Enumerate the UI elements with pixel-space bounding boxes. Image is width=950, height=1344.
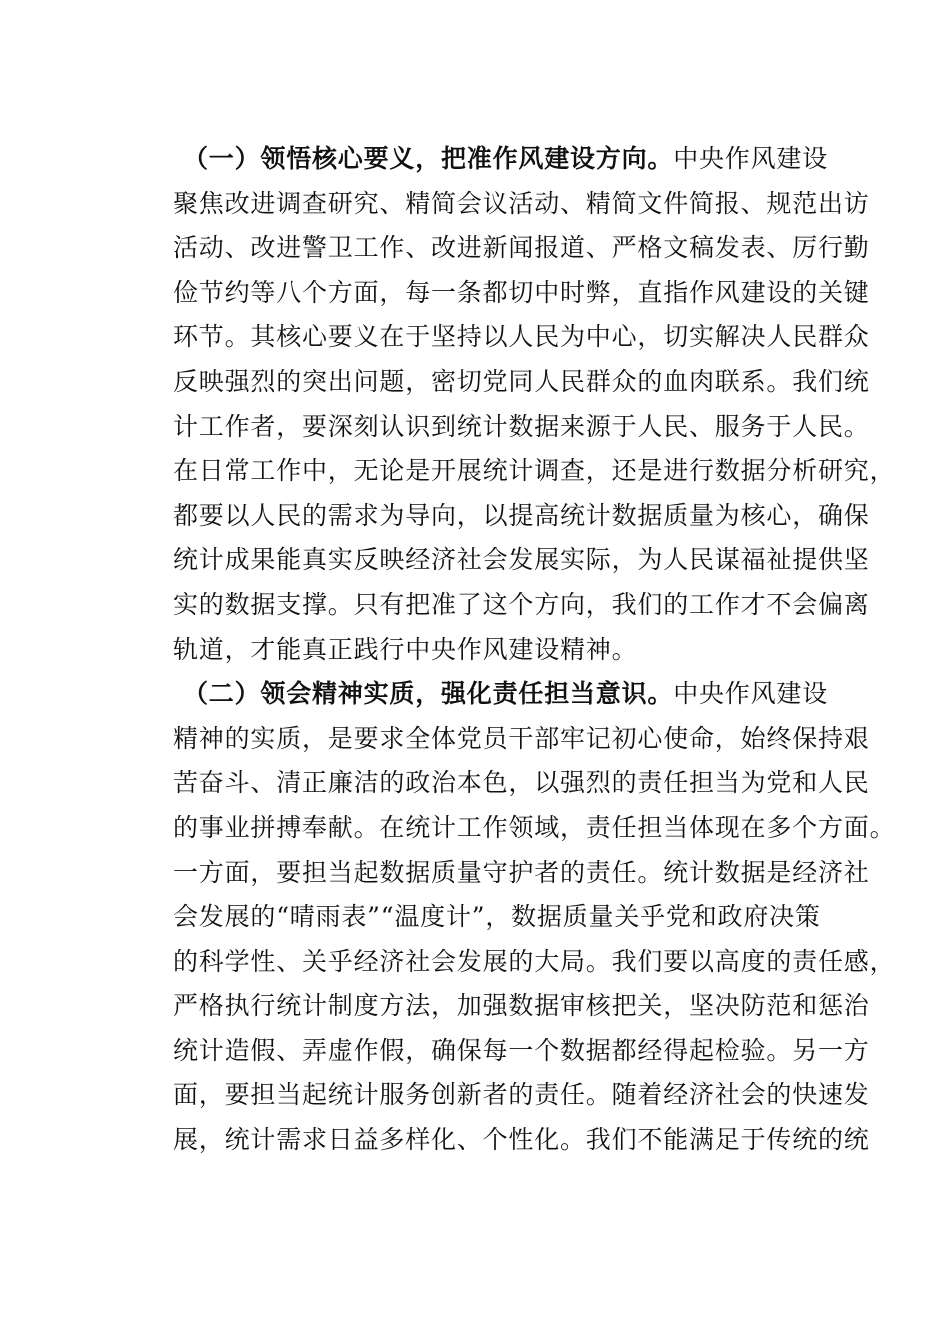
- section2-line: 精神的实质，是要求全体党员干部牢记初心使命，始终保持艰: [173, 723, 870, 753]
- section1-line: 中央作风建设: [673, 144, 829, 173]
- section1-line: 反映强烈的突出问题，密切党同人民群众的血肉联系。我们统: [173, 366, 870, 396]
- section1-line: 活动、改进警卫工作、改进新闻报道、严格文稿发表、厉行勤: [173, 233, 870, 263]
- section2-first-line: [173, 672, 838, 717]
- section2-line: 一方面，要担当起数据质量守护者的责任。统计数据是经济社: [173, 857, 870, 887]
- section1-line: 计工作者，要深刻认识到统计数据来源于人民、服务于人民。: [173, 411, 870, 441]
- section2-line: 展，统计需求日益多样化、个性化。我们不能满足于传统的统: [173, 1125, 870, 1155]
- section1-heading: （一）领悟核心要义，把准作风建设方向。: [183, 144, 674, 173]
- section2-line: 的事业拼搏奉献。在统计工作领域，责任担当体现在多个方面。: [173, 812, 896, 842]
- section1-line: 环节。其核心要义在于坚持以人民为中心，切实解决人民群众: [173, 322, 870, 352]
- section2-line: 严格执行统计制度方法，加强数据审核把关，坚决防范和惩治: [173, 991, 870, 1021]
- section1-line: 都要以人民的需求为导向，以提高统计数据质量为核心，确保: [173, 500, 870, 530]
- section1-line: 俭节约等八个方面，每一条都切中时弊，直指作风建设的关键: [173, 277, 870, 307]
- section2-line: 面，要担当起统计服务创新者的责任。随着经济社会的快速发: [173, 1080, 870, 1110]
- section2-line: 的科学性、关乎经济社会发展的大局。我们要以高度的责任感，: [173, 946, 896, 976]
- section1-first-line: [173, 137, 838, 182]
- section2-line: 中央作风建设: [673, 679, 829, 709]
- section1-line: 统计成果能真实反映经济社会发展实际，为人民谋福祉提供坚: [173, 545, 870, 575]
- section1-line: 聚焦改进调查研究、精简会议活动、精简文件简报、规范出访: [173, 188, 870, 218]
- section1-line: 在日常工作中，无论是开展统计调查，还是进行数据分析研究，: [173, 456, 896, 486]
- section2-line: 苦奋斗、清正廉洁的政治本色，以强烈的责任担当为党和人民: [173, 768, 870, 798]
- section1-line: 轨道，才能真正践行中央作风建设精神。: [173, 634, 638, 664]
- section2-heading: （二）领会精神实质，强化责任担当意识。: [183, 679, 674, 709]
- section2-line: 统计造假、弄虚作假，确保每一个数据都经得起检验。另一方: [173, 1035, 870, 1065]
- section1-line: 实的数据支撑。只有把准了这个方向，我们的工作才不会偏离: [173, 589, 870, 619]
- body-text: [173, 137, 896, 1163]
- section2-line: 会发展的“晴雨表”“温度计”，数据质量关乎党和政府决策: [173, 902, 821, 932]
